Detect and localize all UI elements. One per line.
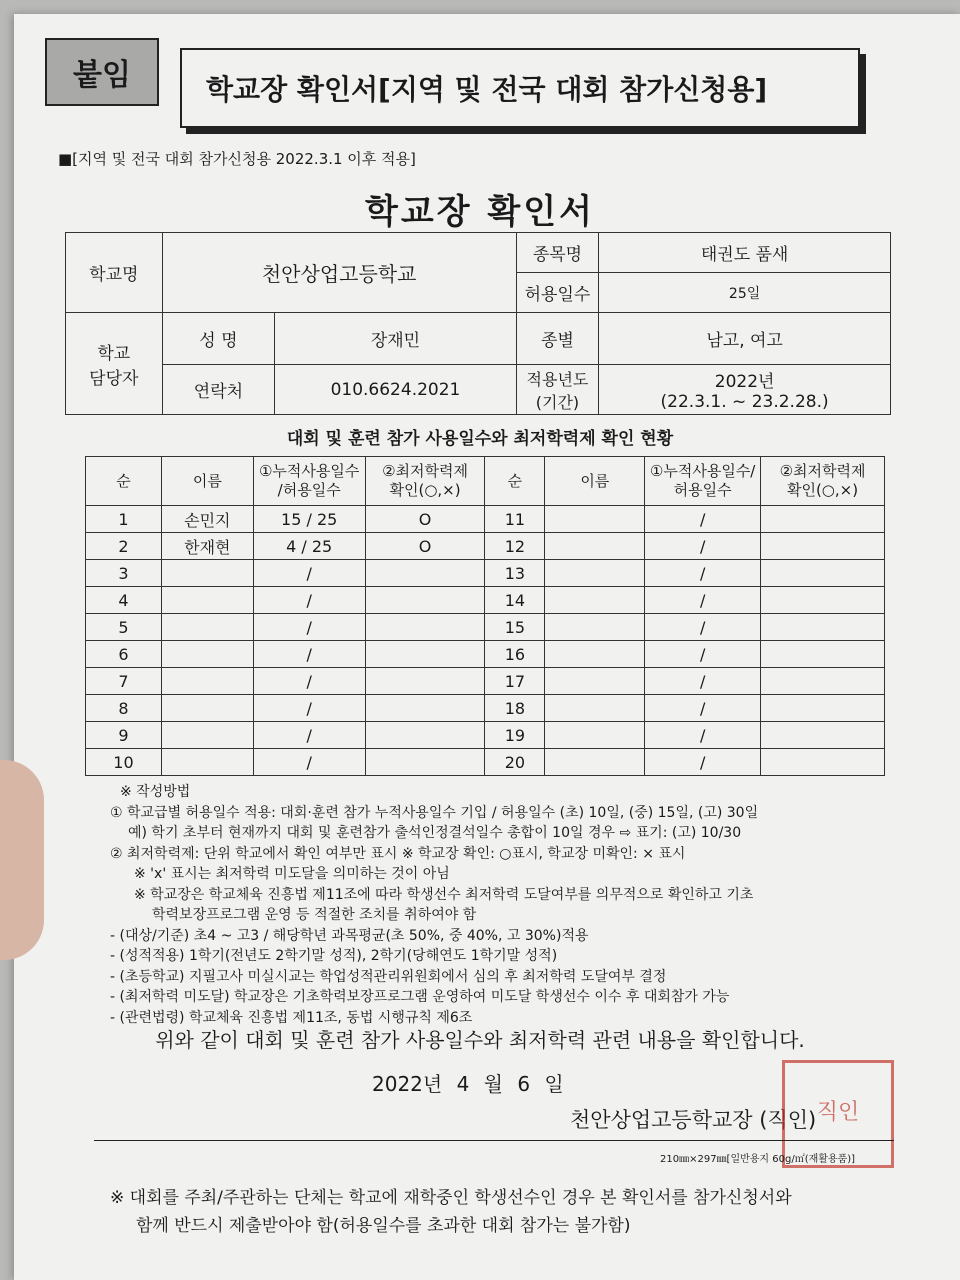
column-header: ①누적사용일수 /허용일수	[253, 457, 365, 506]
note-line: ※ 'x' 표시는 최저학력 미도달을 의미하는 것이 아님	[134, 866, 450, 882]
cell-l-name	[161, 641, 253, 668]
cell-r-days: /	[645, 641, 761, 668]
school-value: 천안상업고등학교	[162, 233, 516, 313]
paper-spec: 210㎜×297㎜[일반용지 60g/㎡(재활용품)]	[660, 1154, 856, 1165]
cell-r-days: /	[645, 695, 761, 722]
cell-l-check	[365, 749, 485, 776]
cell-r-check	[761, 668, 885, 695]
cell-r-name	[545, 695, 645, 722]
note-line: ※ 학교장은 학교체육 진흥법 제11조에 따라 학생선수 최저학력 도달여부를 의무적으로 확인하고 기초	[134, 886, 754, 903]
cell-l-no: 4	[86, 587, 162, 614]
cell-l-no: 3	[86, 560, 162, 587]
seal-text: 직인	[816, 1100, 860, 1125]
cell-l-check	[365, 722, 485, 749]
category-value: 남고, 여고	[599, 313, 891, 365]
column-header: 순	[86, 457, 162, 506]
cell-l-days: 4 / 25	[253, 533, 365, 560]
period-value: (22.3.1. ~ 23.2.28.)	[660, 392, 829, 412]
contact-value: 010.6624.2021	[275, 365, 516, 415]
cell-r-days: /	[645, 587, 761, 614]
cell-r-days: /	[645, 560, 761, 587]
cell-r-no: 20	[485, 749, 545, 776]
cell-l-no: 5	[86, 614, 162, 641]
cell-l-name	[161, 668, 253, 695]
name-value: 장재민	[275, 313, 516, 365]
school-label: 학교명	[66, 233, 163, 313]
cell-l-check	[365, 614, 485, 641]
cell-l-no: 6	[86, 641, 162, 668]
table-row	[86, 587, 885, 614]
note-line: 예) 학기 초부터 현재까지 대회 및 훈련참가 출석인정결석일수 총합이 10일 경우 ⇨ 표기: (고) 10/30	[128, 825, 742, 841]
cell-l-no: 10	[86, 749, 162, 776]
note-line: - (초등학교) 지필고사 미실시교는 학업성적관리위원회에서 심의 후 최저학력 도달여부 결정	[110, 968, 667, 985]
header-title: 학교장 확인서[지역 및 전국 대회 참가신청용]	[180, 48, 860, 128]
allowed-days-value: 25일	[599, 273, 891, 313]
year-cell	[599, 365, 891, 415]
cell-l-no: 9	[86, 722, 162, 749]
doc-title: 학교장 확인서	[365, 192, 595, 232]
cell-l-check	[365, 560, 485, 587]
cell-r-days: /	[645, 506, 761, 533]
cell-l-name	[161, 560, 253, 587]
year-label: 적용년도 (기간)	[516, 365, 599, 415]
cell-l-days: /	[253, 641, 365, 668]
cell-r-no: 13	[485, 560, 545, 587]
cell-r-no: 16	[485, 641, 545, 668]
cell-r-no: 12	[485, 533, 545, 560]
note-line: - (대상/기준) 초4 ~ 고3 / 해당학년 과목평균(초 50%, 중 40%, 고 30%)적용	[110, 927, 589, 944]
status-table	[85, 456, 885, 776]
column-header: 이름	[161, 457, 253, 506]
principal-text: 천안상업고등학교장 (직인)	[570, 1108, 817, 1132]
cell-r-name	[545, 560, 645, 587]
cell-l-days: /	[253, 560, 365, 587]
column-header: 순	[485, 457, 545, 506]
note-line: ※ 작성방법	[120, 784, 191, 800]
note-line: ② 최저학력제: 단위 학교에서 확인 여부만 표시 ※ 학교장 확인: ○표시, 학교장 미확인: × 표시	[110, 845, 686, 862]
cell-r-name	[545, 533, 645, 560]
cell-l-days: /	[253, 722, 365, 749]
cell-r-days: /	[645, 533, 761, 560]
cell-r-no: 17	[485, 668, 545, 695]
cell-r-name	[545, 722, 645, 749]
cell-r-check	[761, 695, 885, 722]
table-row	[86, 749, 885, 776]
table-row	[86, 614, 885, 641]
table-row	[86, 560, 885, 587]
cell-l-name: 손민지	[161, 506, 253, 533]
cell-r-name	[545, 749, 645, 776]
cell-r-check	[761, 587, 885, 614]
cell-l-days: /	[253, 668, 365, 695]
column-header: ①누적사용일수/ 허용일수	[645, 457, 761, 506]
status-title: 대회 및 훈련 참가 사용일수와 최저학력제 확인 현황	[286, 429, 674, 449]
manager-label: 학교 담당자	[66, 313, 163, 415]
table-row	[86, 533, 885, 560]
table-row	[86, 668, 885, 695]
table-row	[86, 506, 885, 533]
cell-r-name	[545, 641, 645, 668]
cell-l-name	[161, 614, 253, 641]
allowed-days-label: 허용일수	[516, 273, 599, 313]
cell-r-check	[761, 560, 885, 587]
cell-l-check	[365, 641, 485, 668]
table-row	[86, 695, 885, 722]
event-label: 종목명	[516, 233, 599, 273]
cell-r-days: /	[645, 668, 761, 695]
cell-r-days: /	[645, 749, 761, 776]
divider	[94, 1140, 894, 1141]
cell-l-check	[365, 695, 485, 722]
table-row	[86, 641, 885, 668]
note-line: - (최저학력 미도달) 학교장은 기초학력보장프로그램 운영하여 미도달 학생선수 이수 후 대회참가 가능	[110, 989, 730, 1005]
cell-r-name	[545, 614, 645, 641]
cell-r-check	[761, 614, 885, 641]
column-header: ②최저학력제 확인(○,×)	[365, 457, 485, 506]
cell-l-check	[365, 587, 485, 614]
cell-r-days: /	[645, 614, 761, 641]
footer-note	[110, 1184, 792, 1240]
note-line: - (성적적용) 1학기(전년도 2학기말 성적), 2학기(당해연도 1학기말 성적)	[110, 948, 558, 964]
cell-r-check	[761, 506, 885, 533]
cell-l-name	[161, 749, 253, 776]
footer-line: ※ 대회를 주최/주관하는 단체는 학교에 재학중인 학생선수인 경우 본 확인서를 참가신청서와	[110, 1188, 792, 1208]
cell-l-days: /	[253, 695, 365, 722]
attachment-label: 붙임	[45, 38, 159, 106]
table-row	[86, 722, 885, 749]
cell-l-no: 7	[86, 668, 162, 695]
cell-l-name	[161, 695, 253, 722]
date-text: 2022년 4 월 6 일	[372, 1072, 564, 1096]
cell-r-check	[761, 749, 885, 776]
cell-l-no: 8	[86, 695, 162, 722]
event-value: 태권도 품새	[599, 233, 891, 273]
cell-r-name	[545, 587, 645, 614]
cell-l-check: O	[365, 533, 485, 560]
contact-label: 연락처	[162, 365, 275, 415]
cell-l-name: 한재현	[161, 533, 253, 560]
cell-l-days: /	[253, 749, 365, 776]
name-label: 성 명	[162, 313, 275, 365]
cell-l-name	[161, 587, 253, 614]
cell-l-name	[161, 722, 253, 749]
finger	[0, 760, 44, 960]
note-line: 학력보장프로그램 운영 등 적절한 조치를 취하여야 함	[152, 907, 477, 923]
notes	[110, 782, 910, 1028]
year-value: 2022년	[714, 372, 775, 392]
cell-r-no: 11	[485, 506, 545, 533]
cell-l-check	[365, 668, 485, 695]
cell-r-check	[761, 641, 885, 668]
cell-r-no: 18	[485, 695, 545, 722]
cell-r-no: 19	[485, 722, 545, 749]
cell-r-name	[545, 668, 645, 695]
cell-l-days: /	[253, 614, 365, 641]
cell-r-name	[545, 506, 645, 533]
cell-r-no: 15	[485, 614, 545, 641]
note-line: ① 학교급별 허용일수 적용: 대회·훈련 참가 누적사용일수 기입 / 허용일수 (초) 10일, (중) 15일, (고) 30일	[110, 804, 759, 821]
cell-r-no: 14	[485, 587, 545, 614]
note-line: - (관련법령) 학교체육 진흥법 제11조, 동법 시행규칙 제6조	[110, 1009, 473, 1026]
apply-note: ■[지역 및 전국 대회 참가신청용 2022.3.1 이후 적용]	[58, 150, 416, 168]
cell-l-no: 2	[86, 533, 162, 560]
cell-l-days: /	[253, 587, 365, 614]
column-header: 이름	[545, 457, 645, 506]
confirm-text: 위와 같이 대회 및 훈련 참가 사용일수와 최저학력 관련 내용을 확인합니다.	[155, 1028, 805, 1052]
category-label: 종별	[516, 313, 599, 365]
footer-line: 함께 반드시 제출받아야 함(허용일수를 초과한 대회 참가는 불가함)	[136, 1216, 631, 1236]
cell-r-check	[761, 533, 885, 560]
column-header: ②최저학력제 확인(○,×)	[761, 457, 885, 506]
cell-l-no: 1	[86, 506, 162, 533]
status-table-header	[86, 457, 885, 506]
cell-l-days: 15 / 25	[253, 506, 365, 533]
cell-l-check: O	[365, 506, 485, 533]
cell-r-days: /	[645, 722, 761, 749]
info-table	[65, 232, 891, 415]
cell-r-check	[761, 722, 885, 749]
